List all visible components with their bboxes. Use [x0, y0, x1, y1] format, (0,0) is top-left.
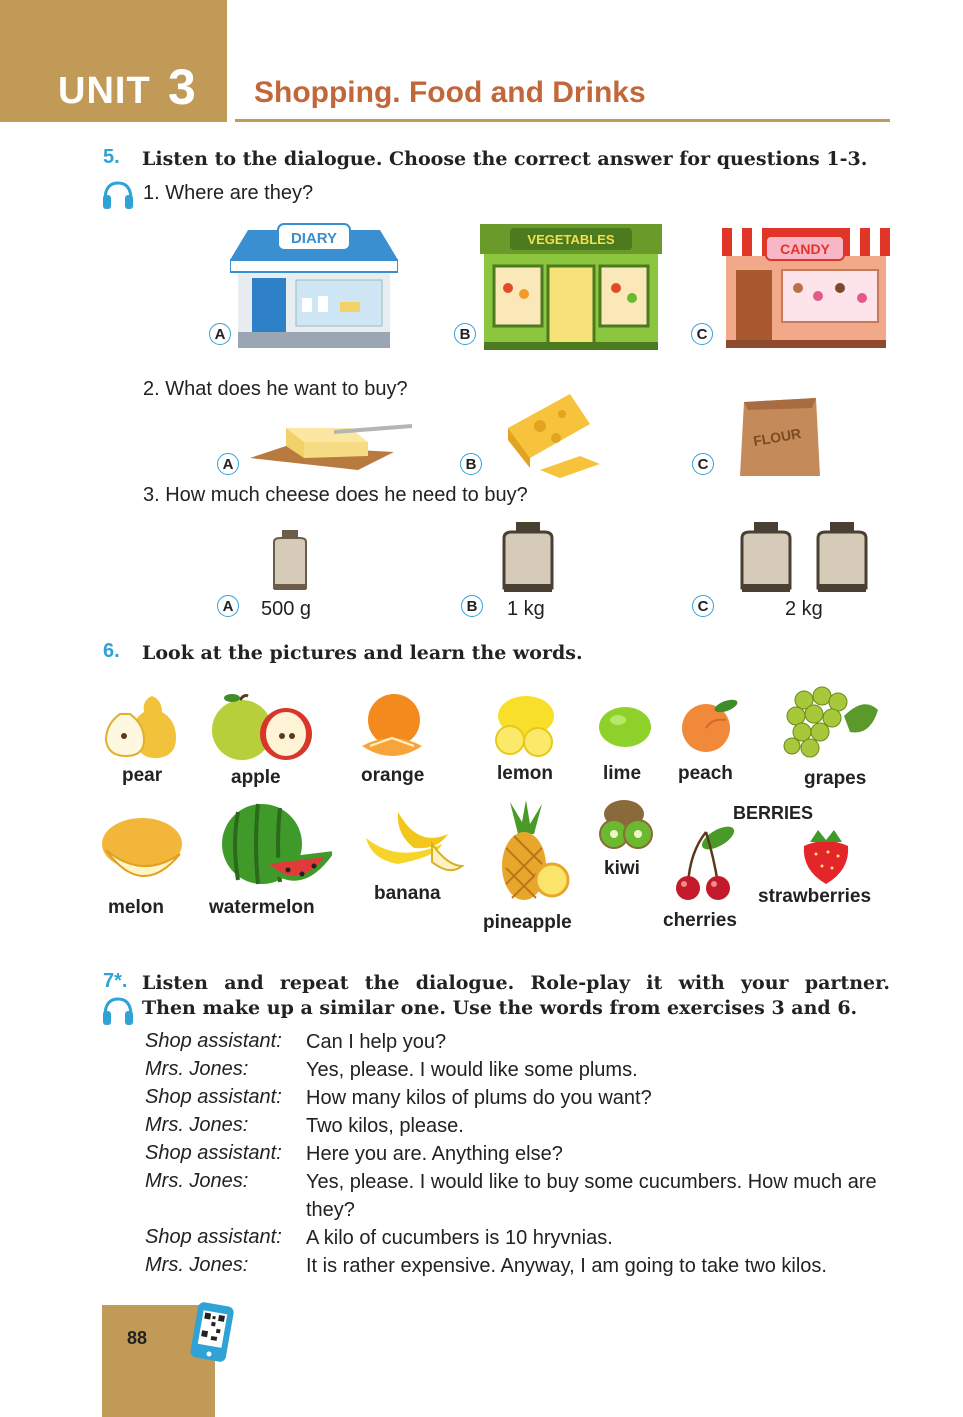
- fruit-label: melon: [108, 897, 164, 918]
- flour-bag-illustration: [734, 392, 826, 480]
- watermelon-icon: [218, 800, 332, 896]
- dialogue-line: Yes, please. I would like some plums.: [306, 1059, 638, 1081]
- vegetables-sign: VEGETABLES: [527, 232, 615, 247]
- strawberry-icon: [796, 828, 856, 886]
- question-3: 3. How much cheese does he need to buy?: [143, 484, 528, 506]
- dairy-sign: DIARY: [290, 230, 338, 247]
- dialogue-line: Can I help you?: [306, 1031, 447, 1053]
- dialogue-line: It is rather expensive. Anyway, I am going to take two kilos.: [306, 1255, 827, 1277]
- exercise-5-number: 5.: [103, 146, 120, 168]
- weight-1kg-icon: [500, 520, 556, 594]
- berries-heading: BERRIES: [733, 803, 814, 823]
- vegetable-shop-illustration: [480, 218, 662, 352]
- unit-label: UNIT: [58, 70, 151, 112]
- lemon-icon: [490, 692, 560, 758]
- dialogue-speaker: Mrs. Jones:: [145, 1114, 249, 1136]
- option-a-badge[interactable]: A: [217, 453, 239, 475]
- fruit-label: banana: [374, 883, 441, 904]
- question-2: 2. What does he want to buy?: [143, 378, 408, 400]
- pineapple-icon: [490, 798, 570, 906]
- option-c-badge[interactable]: C: [692, 595, 714, 617]
- option-c-badge[interactable]: C: [691, 323, 713, 345]
- melon-icon: [96, 810, 188, 890]
- fruit-label: pear: [122, 765, 163, 786]
- cherries-icon: [668, 822, 742, 908]
- dialogue-line: Two kilos, please.: [306, 1115, 464, 1137]
- dialogue-speaker: Shop assistant:: [145, 1226, 282, 1248]
- exercise-7-number: 7*.: [103, 970, 128, 992]
- weight-label-a: 500 g: [261, 598, 312, 620]
- option-b-badge[interactable]: B: [461, 595, 483, 617]
- dialogue-line: A kilo of cucumbers is 10 hryvnias.: [306, 1227, 613, 1249]
- pear-icon: [100, 690, 180, 762]
- exercise-5-instruction: Listen to the dialogue. Choose the correct answer for questions 1-3.: [142, 148, 868, 170]
- dialogue-speaker: Mrs. Jones:: [145, 1058, 249, 1080]
- weight-1kg-icon: [738, 520, 794, 594]
- weight-1kg-icon: [814, 520, 870, 594]
- unit-number: 3: [168, 59, 196, 115]
- butter-illustration: [246, 408, 418, 478]
- banana-icon: [358, 804, 466, 880]
- fruit-label: peach: [678, 763, 733, 784]
- weight-label-b: 1 kg: [507, 598, 545, 620]
- dialogue-line: Yes, please. I would like to buy some cucumbers. How much are they?: [306, 1171, 877, 1221]
- fruit-label: watermelon: [209, 897, 315, 918]
- option-c-badge[interactable]: C: [692, 453, 714, 475]
- option-a-badge[interactable]: A: [209, 323, 231, 345]
- fruit-label: grapes: [804, 768, 867, 789]
- dialogue-speaker: Mrs. Jones:: [145, 1170, 249, 1192]
- apple-icon: [204, 692, 316, 764]
- exercise-6-instruction: Look at the pictures and learn the words.: [142, 642, 583, 664]
- question-1: 1. Where are they?: [143, 182, 314, 204]
- candy-sign: CANDY: [780, 241, 830, 257]
- orange-icon: [356, 690, 428, 762]
- exercise-7-instruction-line-1: Listen and repeat the dialogue. Role-play it with your partner.: [142, 972, 890, 994]
- option-b-badge[interactable]: B: [460, 453, 482, 475]
- option-a-badge[interactable]: A: [217, 595, 239, 617]
- headphones-icon[interactable]: [101, 996, 135, 1026]
- title-divider: [235, 119, 890, 122]
- cheese-illustration: [500, 388, 606, 480]
- fruit-label: cherries: [663, 910, 737, 931]
- option-b-badge[interactable]: B: [454, 323, 476, 345]
- qr-phone-icon[interactable]: [188, 1302, 238, 1364]
- lime-icon: [596, 704, 654, 750]
- weight-500g-icon: [270, 528, 310, 592]
- fruit-label: strawberries: [758, 886, 872, 907]
- weight-label-c: 2 kg: [785, 598, 823, 620]
- page-number: 88: [127, 1328, 148, 1348]
- page-title: Shopping. Food and Drinks: [254, 76, 646, 109]
- flour-label: FLOUR: [751, 425, 803, 450]
- fruit-label: orange: [361, 765, 425, 786]
- dialogue-line: Here you are. Anything else?: [306, 1143, 563, 1165]
- candy-shop-illustration: [722, 224, 890, 350]
- fruit-label: lemon: [497, 763, 553, 784]
- fruit-label: lime: [603, 763, 642, 784]
- headphones-icon[interactable]: [101, 180, 135, 210]
- dialogue-speaker: Shop assistant:: [145, 1142, 282, 1164]
- peach-icon: [678, 698, 742, 754]
- dialogue-speaker: Shop assistant:: [145, 1030, 282, 1052]
- fruit-label: kiwi: [604, 858, 640, 879]
- dairy-shop-illustration: [230, 220, 398, 352]
- kiwi-icon: [596, 796, 656, 852]
- exercise-6-number: 6.: [103, 640, 120, 662]
- fruit-label: apple: [231, 767, 281, 788]
- fruit-label: pineapple: [483, 912, 572, 933]
- exercise-7-instruction-line-2: Then make up a similar one. Use the words from exercises 3 and 6.: [142, 997, 858, 1019]
- dialogue-speaker: Shop assistant:: [145, 1086, 282, 1108]
- dialogue-line: How many kilos of plums do you want?: [306, 1087, 652, 1109]
- grapes-icon: [774, 676, 882, 768]
- dialogue-speaker: Mrs. Jones:: [145, 1254, 249, 1276]
